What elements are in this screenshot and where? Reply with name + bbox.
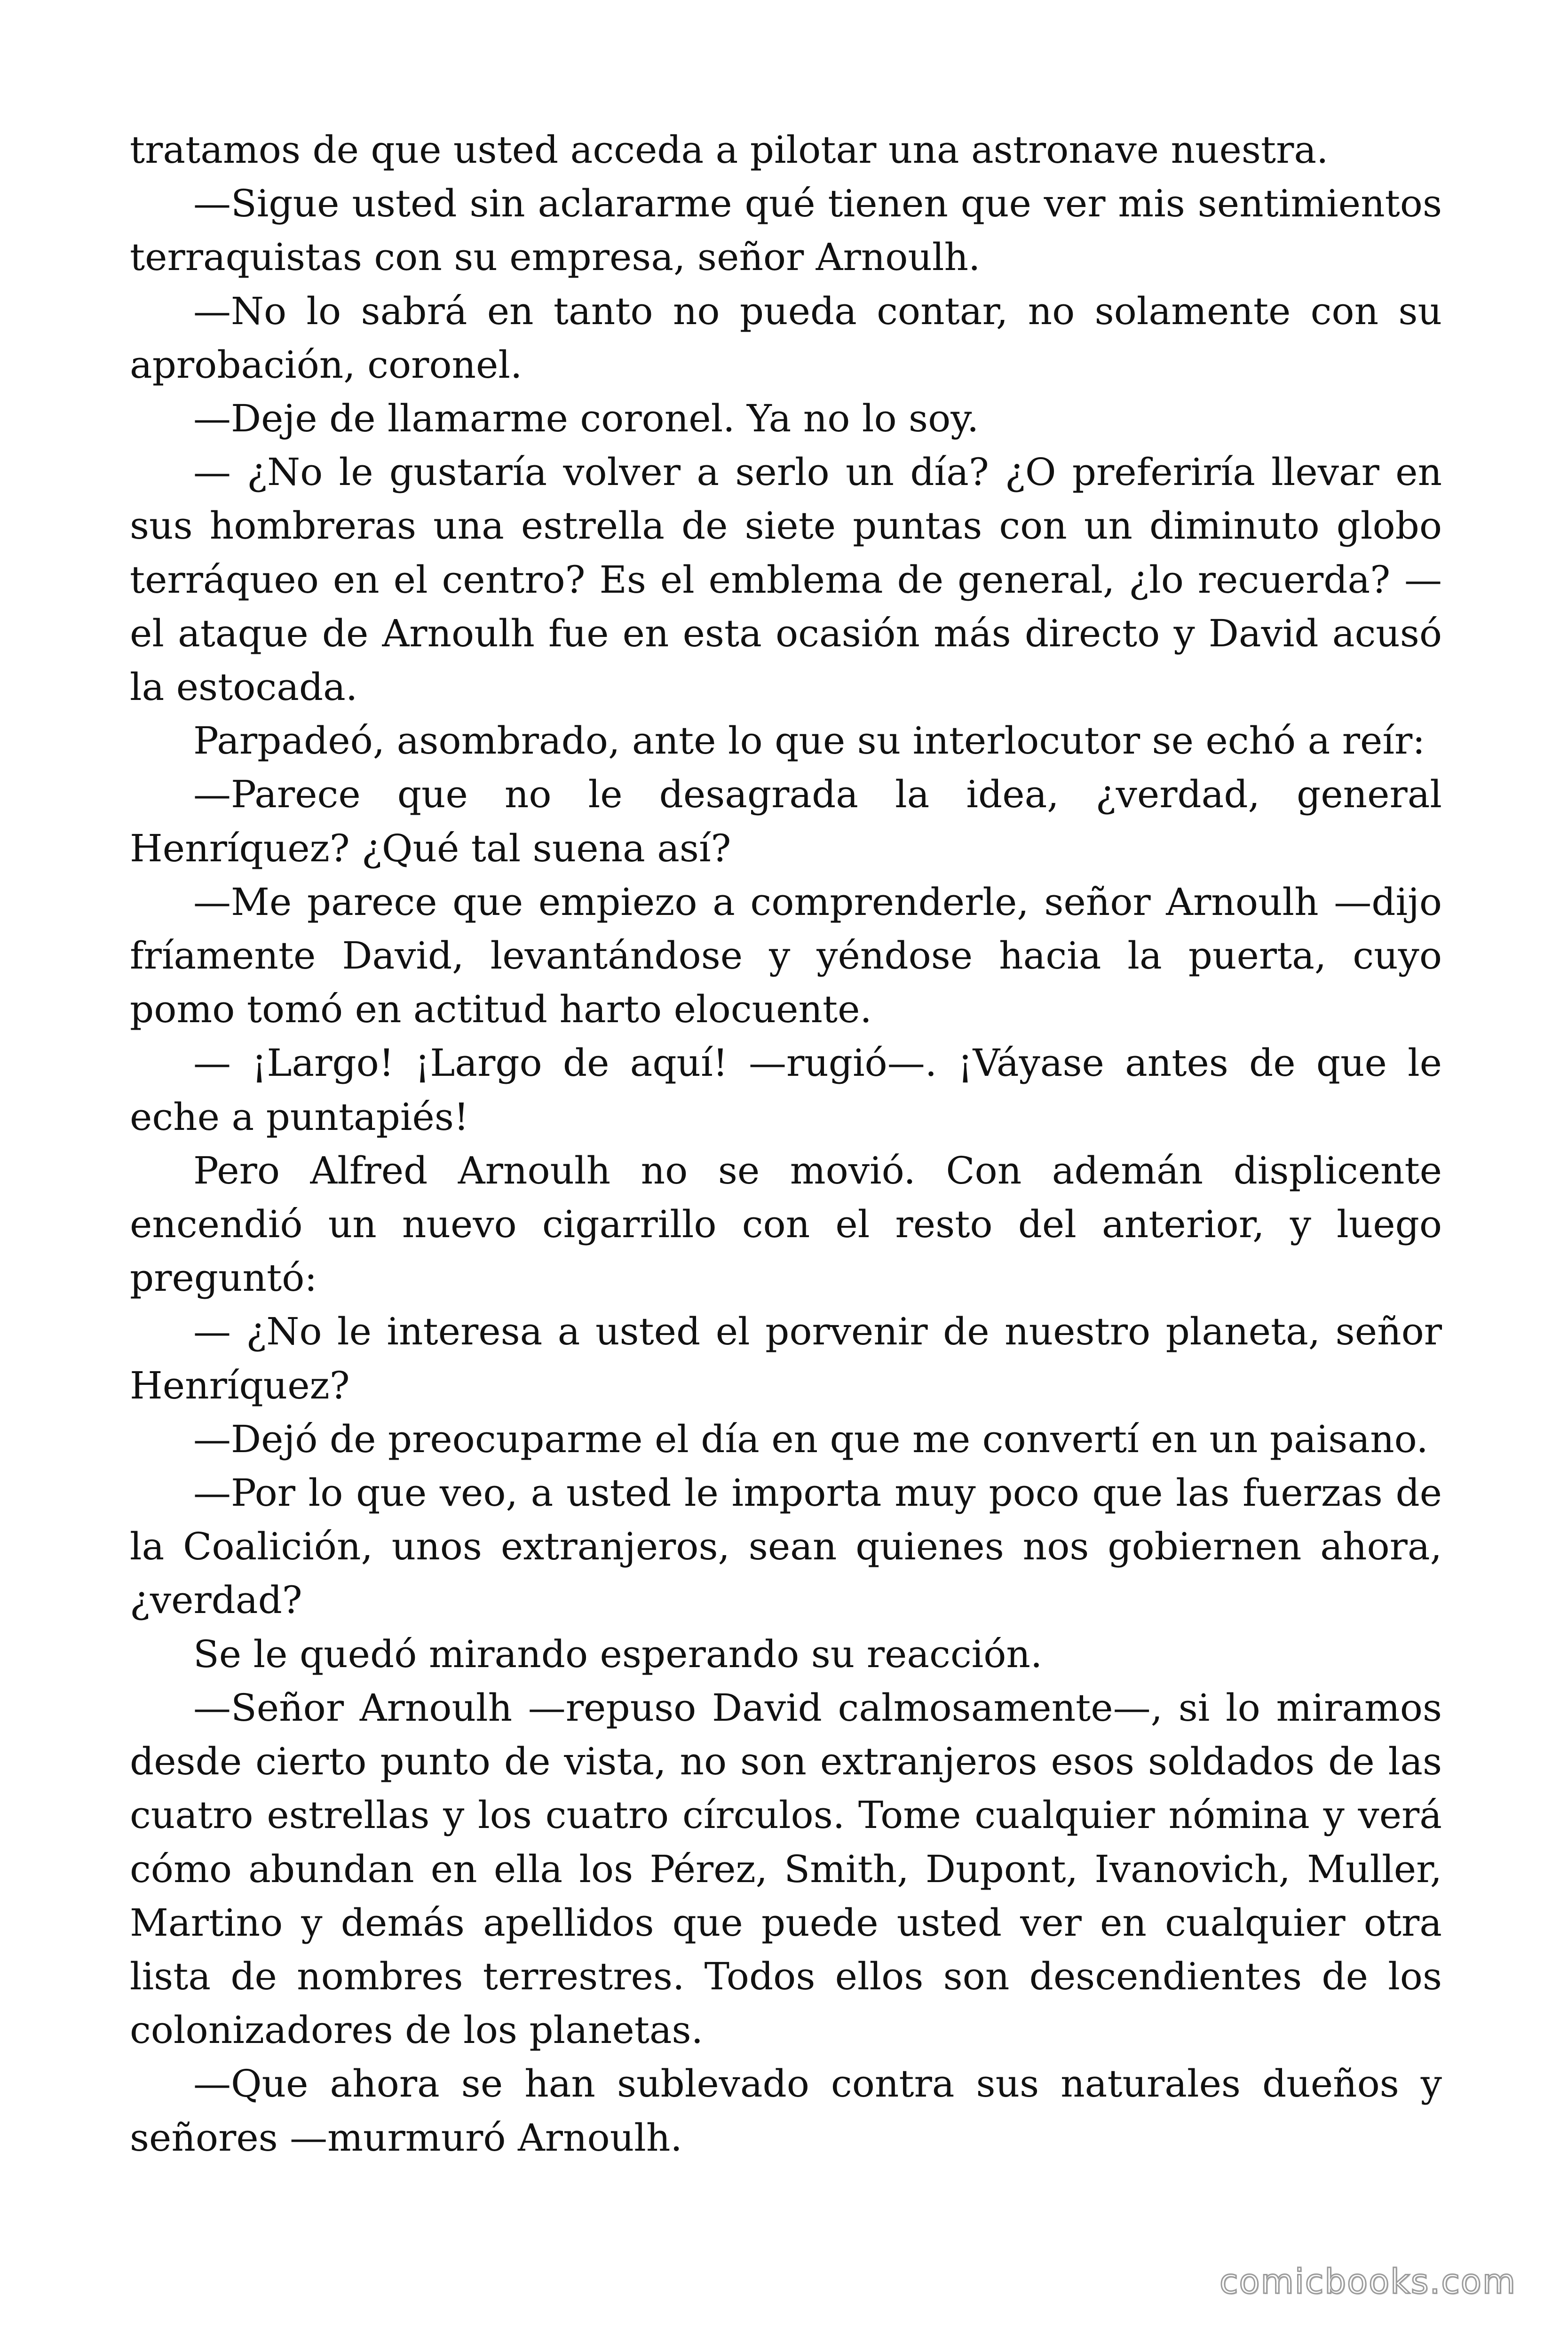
paragraph: —Por lo que veo, a usted le importa muy poco que las fuerzas de la Coalición, unos extranjeros, sean quienes nos gobiernen ahora, ¿verdad? <box>130 1471 1442 1622</box>
paragraph: —Que ahora se han sublevado contra sus naturales dueños y señores —murmuró Arnoulh. <box>130 2062 1442 2160</box>
paragraph: Se le quedó mirando esperando su reacción. <box>193 1632 1043 1676</box>
paragraph: Parpadeó, asombrado, ante lo que su interlocutor se echó a reír: <box>193 719 1425 763</box>
page-body-text <box>130 123 1442 2165</box>
paragraph: —Dejó de preocuparme el día en que me convertí en un paisano. <box>193 1417 1428 1461</box>
paragraph: — ¿No le interesa a usted el porvenir de nuestro planeta, señor Henríquez? <box>130 1310 1442 1407</box>
paragraph: —Deje de llamarme coronel. Ya no lo soy. <box>193 397 979 441</box>
paragraph: — ¡Largo! ¡Largo de aquí! —rugió—. ¡Váyase antes de que le eche a puntapiés! <box>130 1041 1442 1139</box>
paragraph: —Parece que no le desagrada la idea, ¿verdad, general Henríquez? ¿Qué tal suena así? <box>130 772 1442 870</box>
paragraph: —Sigue usted sin aclararme qué tienen que ver mis sentimientos terraquistas con su empresa, señor Arnoulh. <box>130 182 1442 279</box>
paragraph: —Señor Arnoulh —repuso David calmosamente—, si lo miramos desde cierto punto de vista, no son extranjeros esos soldados de las cuatro estrellas y los cuatro círculos. Tome cualquier nómina y verá cómo abundan en ella los Pérez, Smith, Dupont, Ivanovich, Muller, Martino y demás apellidos que puede usted ver en cualquier otra lista de nombres terrestres. Todos ellos son descendientes de los colonizadores de los planetas. <box>130 1685 1442 2052</box>
paragraph-continuation: tratamos de que usted acceda a pilotar una astronave nuestra. <box>130 128 1329 172</box>
paragraph: —Me parece que empiezo a comprenderle, señor Arnoulh —dijo fríamente David, levantándose y yéndose hacia la puerta, cuyo pomo tomó en actitud harto elocuente. <box>130 880 1442 1032</box>
paragraph: — ¿No le gustaría volver a serlo un día? ¿O preferiría llevar en sus hombreras una estrella de siete puntas con un diminuto globo terráqueo en el centro? Es el emblema de general, ¿lo recuerda? —el ataque de Arnoulh fue en esta ocasión más directo y David acusó la estocada. <box>130 450 1442 709</box>
watermark: comicbooks.com <box>1219 2262 1516 2301</box>
paragraph: Pero Alfred Arnoulh no se movió. Con ademán displicente encendió un nuevo cigarrillo con el resto del anterior, y luego preguntó: <box>130 1148 1442 1300</box>
paragraph: —No lo sabrá en tanto no pueda contar, no solamente con su aprobación, coronel. <box>130 289 1442 387</box>
